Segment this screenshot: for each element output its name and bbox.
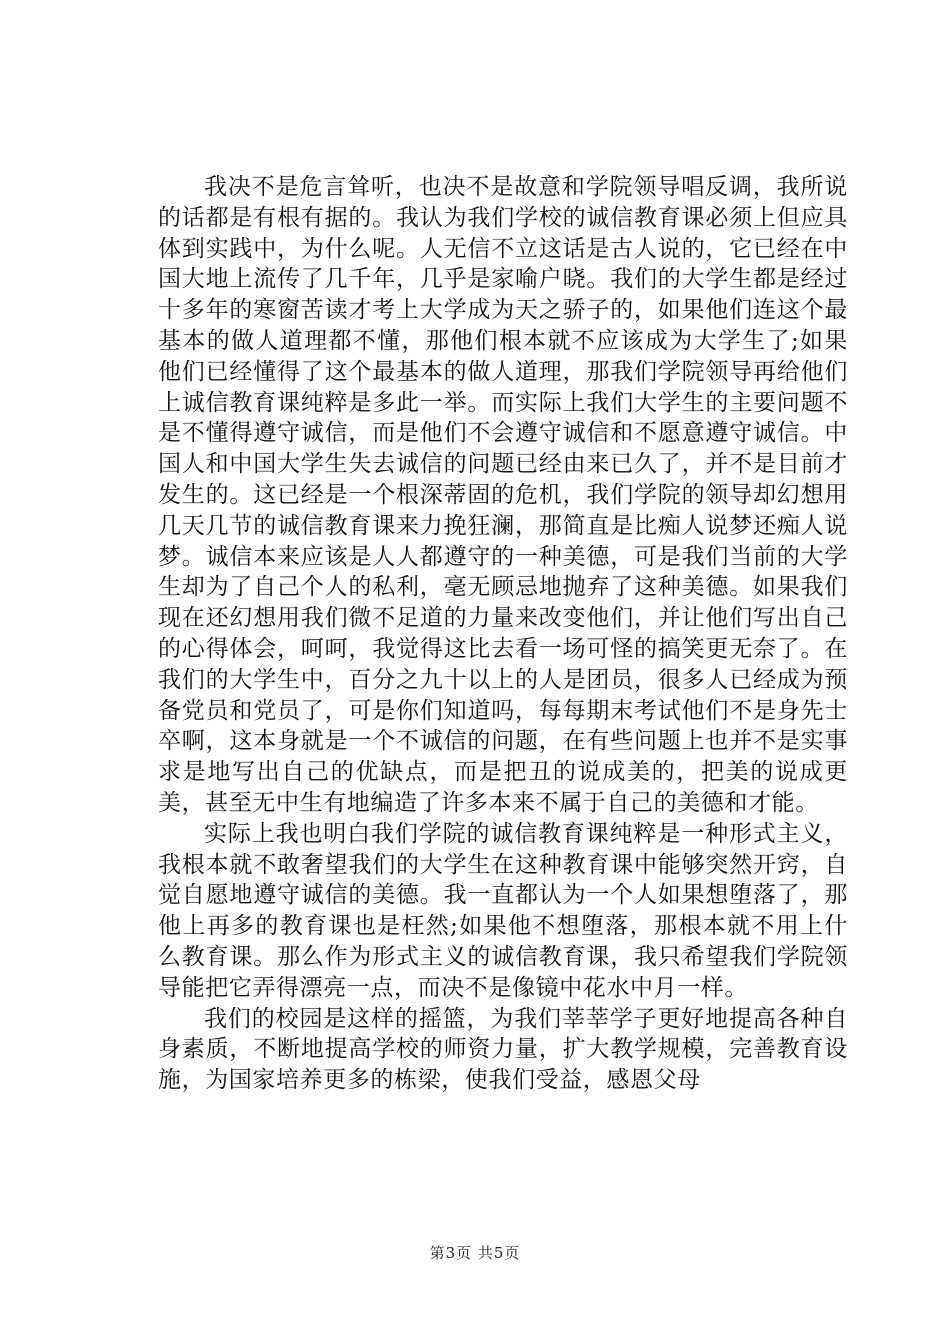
paragraph-2: 实际上我也明白我们学院的诚信教育课纯粹是一种形式主义，我根本就不敢奢望我们的大学生在这种教育课中能够突然开窍，自觉自愿地遵守诚信的美德。我一直都认为一个人如果想堕落了，那他上再多的教育课也是枉然;如果他不想堕落，那根本就不用上什么教育课。那么作为形式主义的诚信教育课，我只希望我们学院领导能把它弄得漂亮一点，而决不是像镜中花水中月一样。	[158, 820, 848, 1001]
paragraph-1: 我决不是危言耸听，也决不是故意和学院领导唱反调，我所说的话都是有根有据的。我认为我们学校的诚信教育课必须上但应具体到实践中，为什么呢。人无信不立这话是古人说的，它已经在中国大地上流传了几千年，几乎是家喻户晓。我们的大学生都是经过十多年的寒窗苦读才考上大学成为天之骄子的，如果他们连这个最基本的做人道理都不懂，那他们根本就不应该成为大学生了;如果他们已经懂得了这个最基本的做人道理，那我们学院领导再给他们上诚信教育课纯粹是多此一举。而实际上我们大学生的主要问题不是不懂得遵守诚信，而是他们不会遵守诚信和不愿意遵守诚信。中国人和中国大学生失去诚信的问题已经由来已久了，并不是目前才发生的。这已经是一个根深蒂固的危机，我们学院的领导却幻想用几天几节的诚信教育课来力挽狂澜，那简直是比痴人说梦还痴人说梦。诚信本来应该是人人都遵守的一种美德，可是我们当前的大学生却为了自己个人的私利，毫无顾忌地抛弃了这种美德。如果我们现在还幻想用我们微不足道的力量来改变他们，并让他们写出自己的心得体会，呵呵，我觉得这比去看一场可怪的搞笑更无奈了。在我们的大学生中，百分之九十以上的人是团员，很多人已经成为预备党员和党员了，可是你们知道吗，每每期末考试他们不是身先士卒啊，这本身就是一个不诚信的问题，在有些问题上也并不是实事求是地写出自己的优缺点，而是把丑的说成美的，把美的说成更美，甚至无中生有地编造了许多本来不属于自己的美德和才能。	[158, 174, 848, 816]
document-body	[158, 172, 848, 1096]
page-footer: 第3页 共5页	[429, 1244, 521, 1262]
paragraph-3: 我们的校园是这样的摇篮，为我们莘莘学子更好地提高各种自身素质，不断地提高学校的师资力量，扩大教学规模，完善教育设施，为国家培养更多的栋梁，使我们受益，感恩父母	[158, 1005, 848, 1094]
